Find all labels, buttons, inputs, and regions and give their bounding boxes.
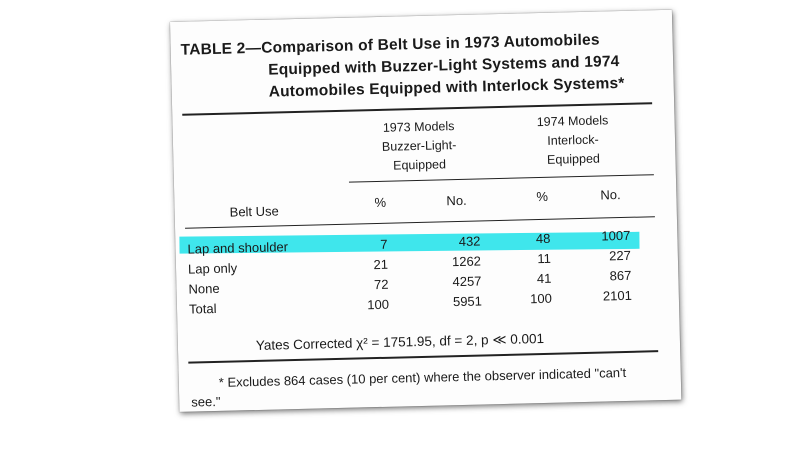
cell-pct-1973: 72: [373, 276, 389, 293]
cell-pct-1973: 7: [380, 236, 388, 252]
cell-pct-1973: 100: [367, 296, 390, 313]
cell-pct-1974: 41: [536, 270, 552, 287]
cell-no-1973: 5951: [452, 293, 483, 310]
table-title-line-2: Equipped with Buzzer-Light Systems and 1974: [267, 53, 620, 79]
group-1974-line-3: Equipped: [546, 151, 601, 167]
statistic-line: Yates Corrected χ² = 1751.95, df = 2, p ≪ 0.001: [255, 330, 545, 353]
group-rule: [349, 174, 654, 182]
col-header-no-1973: No.: [446, 192, 467, 209]
col-header-belt-use: Belt Use: [229, 203, 279, 220]
cell-pct-1974: 48: [535, 230, 551, 247]
group-header-1974: [502, 112, 643, 167]
cell-no-1974: 867: [609, 267, 632, 284]
cell-pct-1973: 21: [373, 256, 389, 273]
group-1973-line-2: Buzzer-Light-: [381, 138, 457, 154]
cell-no-1973: 4257: [452, 273, 482, 290]
cell-no-1974: 1007: [601, 227, 631, 244]
table-title-line-3: Automobiles Equipped with Interlock Systems*: [268, 74, 625, 101]
group-header-1973: [348, 118, 489, 173]
group-1973-line-3: Equipped: [392, 157, 447, 173]
table-title-line-1: TABLE 2—Comparison of Belt Use in 1973 Automobiles: [180, 31, 600, 59]
col-header-pct-1973: %: [374, 194, 387, 211]
col-header-pct-1974: %: [536, 188, 549, 205]
footnote-line-1: * Excludes 864 cases (10 per cent) where the observer indicated "can't: [218, 364, 627, 390]
row-label: Lap and shoulder: [187, 239, 289, 257]
row-label: Lap only: [187, 260, 238, 277]
cell-no-1973: 432: [458, 233, 481, 250]
cell-pct-1974: 100: [529, 290, 553, 307]
group-1974-line-1: 1974 Models: [536, 113, 609, 130]
footnote-line-2: see.": [191, 393, 221, 410]
group-1973-line-1: 1973 Models: [382, 119, 455, 135]
cell-pct-1974: 11: [537, 250, 552, 267]
row-label: Total: [188, 300, 217, 317]
table-scan-card: [170, 10, 681, 412]
group-1974-line-2: Interlock-: [547, 132, 599, 148]
cell-no-1974: 227: [608, 247, 632, 264]
col-header-no-1974: No.: [600, 187, 621, 203]
row-label: None: [188, 280, 220, 297]
cell-no-1974: 2101: [602, 287, 632, 304]
cell-no-1973: 1262: [451, 253, 482, 270]
